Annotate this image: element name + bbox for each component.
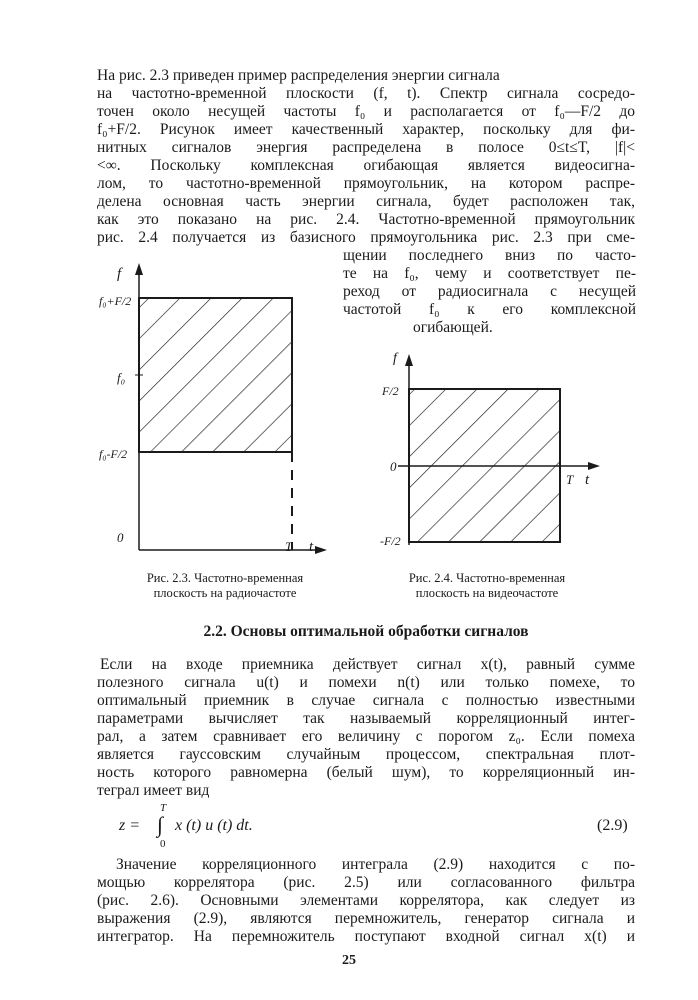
para1-line: делена основная часть энергии сигнала, будет расположен так, xyxy=(97,193,635,210)
para2-line: параметрами вычисляет так называемый корреляционный интег- xyxy=(97,710,635,727)
equation-integral-sign: ∫ xyxy=(157,812,164,837)
label-top: F/2 xyxy=(382,384,399,398)
para2-line: является гауссовским случайным процессом, спектральная плот- xyxy=(97,746,635,763)
label-bottom: f₀-F/2 xyxy=(99,447,128,461)
equation-upper-limit: T xyxy=(160,802,167,814)
section-heading: 2.2. Основы оптимальной обработки сигналов xyxy=(203,623,529,640)
equation-integrand: x (t) u (t) dt. xyxy=(175,817,253,834)
para3-line: Значение корреляционного интеграла (2.9) находится с по- xyxy=(116,856,635,873)
label-zero: 0 xyxy=(390,459,397,474)
para1-right-line: частотой f₀ к его комплексной xyxy=(343,301,636,318)
para1-line: лом, то частотно-временной прямоугольник, на котором распре- xyxy=(97,175,635,192)
para1-line: нитных сигналов энергия распределена в полосе 0≤t≤T, |f|< xyxy=(97,139,635,156)
para1-line: <∞. Поскольку комплексная огибающая является видеосигна- xyxy=(97,157,635,174)
para1-line: f₀+F/2. Рисунок имеет качественный характер, поскольку для фи- xyxy=(97,121,635,138)
f-axis-arrow xyxy=(405,354,413,366)
caption-line: Рис. 2.4. Частотно-временная xyxy=(408,571,566,585)
figure-2-4 xyxy=(360,350,610,560)
equation-lower-limit: 0 xyxy=(160,838,166,850)
axis-t-label: t xyxy=(585,472,590,488)
label-mid: f₀ xyxy=(117,370,126,385)
t-axis-arrow xyxy=(588,462,600,470)
para2-line: полезного сигнала u(t) и помехи n(t) или только помехе, то xyxy=(97,674,635,691)
label-zero: 0 xyxy=(117,530,124,545)
para3-line: мощью коррелятора (рис. 2.5) или согласованного фильтра xyxy=(97,874,635,891)
axis-f-label: f xyxy=(117,266,122,282)
para2-line: Если на входе приемника действует сигнал x(t), равный сумме xyxy=(100,656,635,673)
caption-line: плоскость на радиочастоте xyxy=(153,586,297,600)
caption-line: Рис. 2.3. Частотно-временная xyxy=(146,571,304,585)
figure-2-3 xyxy=(95,258,335,568)
para1-right-line: щении последнего вниз по часто- xyxy=(343,247,636,264)
para2-line: ность которого равномерна (белый шум), то корреляционный ин- xyxy=(97,764,635,781)
label-bottom: -F/2 xyxy=(380,534,401,548)
figure-2-4-caption xyxy=(362,571,612,601)
equation-lhs: z = xyxy=(119,817,141,834)
para1-right-line: реход от радиосигнала с несущей xyxy=(343,283,636,300)
label-top: f₀+F/2 xyxy=(99,294,132,308)
energy-rectangle xyxy=(139,298,292,452)
para1-line: рис. 2.4 получается из базисного прямоугольника рис. 2.3 при сме- xyxy=(97,229,635,246)
para1-right-line: огибающей. xyxy=(413,319,493,336)
t-axis-arrow xyxy=(315,546,327,554)
axis-f-label: f xyxy=(393,351,397,366)
equation-number: (2.9) xyxy=(597,817,628,834)
para2-line: рал, а затем сравнивает его величину с порогом z₀. Если помеха xyxy=(97,728,635,745)
page-number: 25 xyxy=(342,953,356,968)
caption-line: плоскость на видеочастоте xyxy=(415,586,559,600)
para1-right-line: те на f₀, чему и соответствует пе- xyxy=(343,265,636,282)
para1-line: на частотно-временной плоскости (f, t). Спектр сигнала сосредо- xyxy=(97,85,635,102)
para3-line: выражения (2.9), являются перемножитель, генератор сигнала и xyxy=(97,910,635,927)
tick-T-label: T xyxy=(285,539,293,554)
axis-t-label: t xyxy=(309,539,314,555)
para1-line: как это показано на рис. 2.4. Частотно-временной прямоугольник xyxy=(97,211,635,228)
f-axis-arrow xyxy=(135,263,143,275)
para3-line: интегратор. На перемножитель поступают входной сигнал x(t) и xyxy=(97,928,635,945)
figure-2-3-caption xyxy=(100,571,350,601)
para1-line: точен около несущей частоты f₀ и располагается от f₀—F/2 до xyxy=(97,103,635,120)
para2-line: оптимальный приемник в случае сигнала с полностью известными xyxy=(97,692,635,709)
para2-line: теграл имеет вид xyxy=(97,782,210,799)
tick-T-label: T xyxy=(566,472,574,487)
para1-line: На рис. 2.3 приведен пример распределения энергии сигнала xyxy=(97,67,500,84)
para3-line: (рис. 2.6). Основными элементами коррелятора, как следует из xyxy=(97,892,635,909)
